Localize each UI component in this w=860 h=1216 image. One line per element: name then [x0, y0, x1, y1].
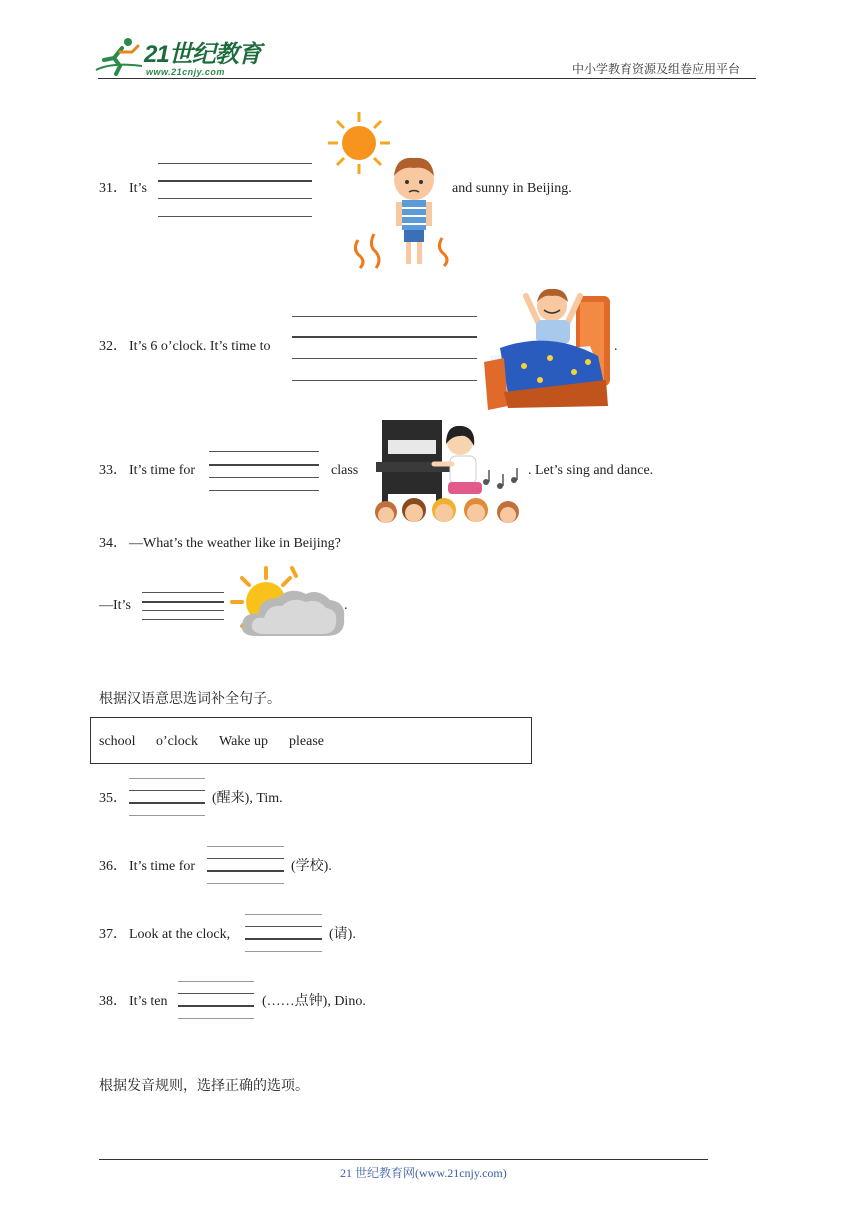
answer-line[interactable] — [207, 846, 284, 847]
header — [0, 0, 860, 80]
answer-line[interactable] — [129, 790, 205, 791]
word-bank-box — [90, 717, 532, 764]
boy-icon — [394, 158, 434, 264]
question-number: 35． — [99, 791, 127, 806]
sun-icon — [328, 112, 390, 174]
answer-line[interactable] — [245, 951, 322, 952]
word-bank-item: please — [289, 734, 324, 749]
word-bank-item: school — [99, 734, 136, 749]
answer-line[interactable] — [209, 490, 319, 491]
question-text: —What’s the weather like in Beijing? — [129, 536, 341, 551]
answer-line[interactable] — [129, 802, 205, 804]
answer-line[interactable] — [142, 592, 224, 593]
boy-waking-in-bed-image — [480, 276, 616, 414]
answer-line[interactable] — [129, 815, 205, 816]
music-notes-icon — [483, 468, 517, 489]
answer-line[interactable] — [158, 216, 312, 217]
answer-line[interactable] — [142, 601, 224, 603]
answer-line[interactable] — [292, 380, 477, 381]
header-rule — [98, 78, 756, 79]
answer-line[interactable] — [142, 619, 224, 620]
answer-line[interactable] — [292, 358, 477, 359]
answer-line[interactable] — [209, 464, 319, 466]
question-number: 33． — [99, 463, 127, 478]
question-hint: (醒来), Tim. — [212, 791, 283, 806]
answer-line[interactable] — [245, 914, 322, 915]
question-text-after: . — [614, 339, 618, 354]
question-text-after: . Let’s sing and dance. — [528, 463, 654, 478]
section-heading: 根据发音规则，选择正确的选项。 — [99, 1078, 309, 1094]
question-hint: (学校). — [291, 859, 332, 874]
question-number: 37． — [99, 927, 127, 942]
answer-line[interactable] — [178, 981, 254, 982]
question-text-middle: class — [331, 463, 359, 478]
answer-line[interactable] — [207, 870, 284, 872]
answer-line[interactable] — [178, 1005, 254, 1007]
answer-line[interactable] — [209, 477, 319, 478]
footer-rule — [99, 1159, 708, 1160]
answer-line[interactable] — [292, 336, 477, 338]
answer-line[interactable] — [245, 938, 322, 940]
piano-icon — [376, 420, 450, 502]
word-bank-item: Wake up — [219, 734, 269, 749]
answer-line[interactable] — [209, 451, 319, 452]
question-hint: (……点钟), Dino. — [262, 994, 366, 1009]
answer-line[interactable] — [207, 858, 284, 859]
question-text-after: . — [344, 598, 348, 613]
question-text: It’s ten — [129, 994, 168, 1009]
answer-line[interactable] — [207, 883, 284, 884]
logo-text: 21世纪教育 — [144, 41, 261, 68]
answer-prefix: —It’s — [99, 598, 131, 613]
question-text: Look at the clock, — [129, 927, 231, 942]
question-number: 34． — [99, 536, 127, 551]
answer-line[interactable] — [158, 198, 312, 199]
teacher-playing-piano-image — [368, 416, 528, 524]
answer-line[interactable] — [158, 163, 312, 164]
question-text-after: and sunny in Beijing. — [452, 181, 572, 196]
children-icon — [375, 498, 519, 523]
question-text: It’s — [129, 181, 147, 196]
hot-sun-boy-image — [326, 110, 456, 270]
runner-logo-icon — [92, 36, 144, 76]
answer-line[interactable] — [158, 180, 312, 182]
answer-line[interactable] — [292, 316, 477, 317]
footer-text: 21 世纪教育网(www.21cnjy.com) — [340, 1166, 507, 1180]
answer-line[interactable] — [142, 610, 224, 611]
heat-wave-icon — [355, 234, 447, 268]
header-platform-text: 中小学教育资源及组卷应用平台 — [572, 62, 741, 76]
logo-url: www.21cnjy.com — [146, 67, 225, 77]
question-number: 32． — [99, 339, 127, 354]
question-number: 36． — [99, 859, 127, 874]
answer-line[interactable] — [245, 926, 322, 927]
question-text: It’s time for — [129, 859, 196, 874]
answer-line[interactable] — [178, 1018, 254, 1019]
section-heading: 根据汉语意思选词补全句子。 — [99, 691, 281, 707]
answer-line[interactable] — [178, 993, 254, 994]
answer-line[interactable] — [129, 778, 205, 779]
question-number: 31． — [99, 181, 127, 196]
question-text: It’s 6 o’clock. It’s time to — [129, 339, 271, 354]
boy-icon — [526, 289, 580, 344]
question-text: It’s time for — [129, 463, 196, 478]
sun-behind-cloud-image — [226, 564, 348, 644]
question-number: 38． — [99, 994, 127, 1009]
word-bank-item: o’clock — [156, 734, 198, 749]
question-hint: (请). — [329, 927, 356, 942]
